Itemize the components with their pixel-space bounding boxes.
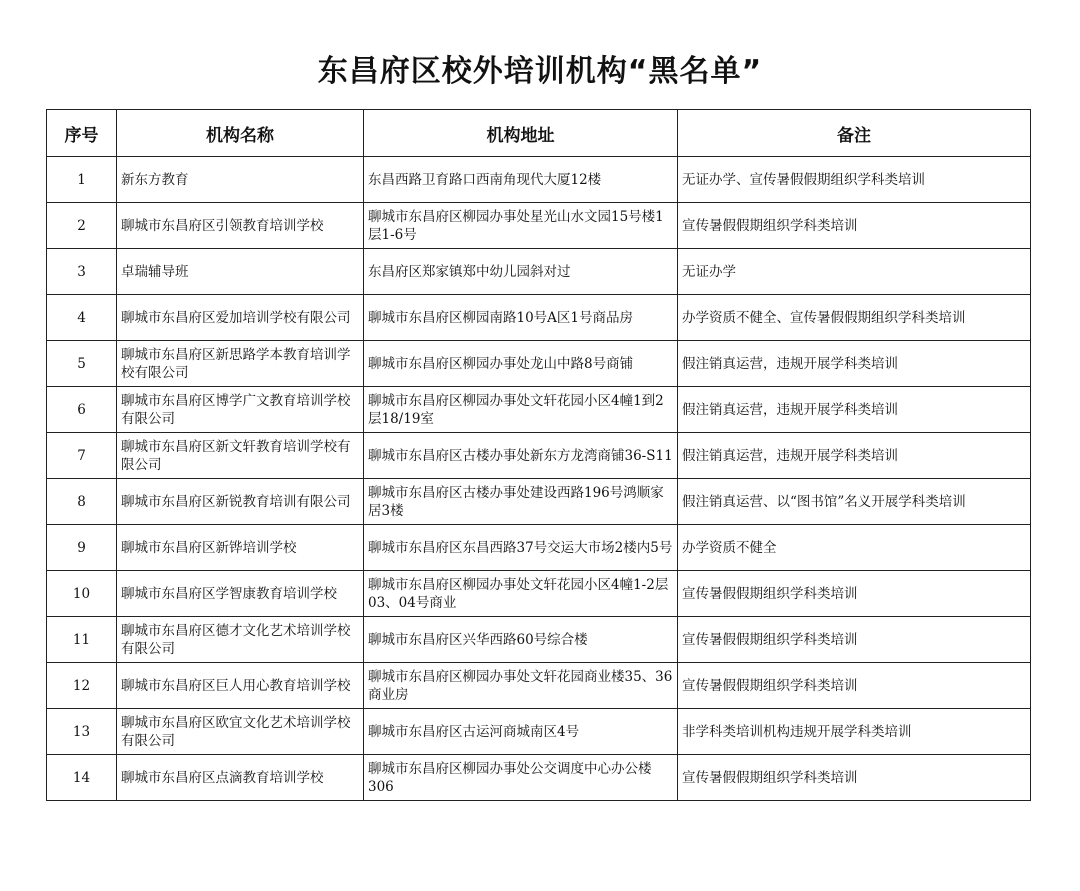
row-address: 聊城市东昌府区柳园办事处龙山中路8号商铺 (364, 341, 678, 387)
table-row (47, 295, 1031, 341)
row-name: 聊城市东昌府区爱加培训学校有限公司 (117, 295, 364, 341)
row-name: 聊城市东昌府区点滴教育培训学校 (117, 755, 364, 801)
row-note: 办学资质不健全 (678, 525, 1031, 571)
row-address: 聊城市东昌府区柳园办事处公交调度中心办公楼306 (364, 755, 678, 801)
row-index: 6 (47, 387, 117, 433)
table-row (47, 479, 1031, 525)
table-row (47, 709, 1031, 755)
blacklist-table (46, 109, 1031, 801)
table-row (47, 433, 1031, 479)
row-name: 聊城市东昌府区新文轩教育培训学校有限公司 (117, 433, 364, 479)
row-address: 聊城市东昌府区古楼办事处新东方龙湾商铺36-S11 (364, 433, 678, 479)
row-note: 无证办学 (678, 249, 1031, 295)
row-name: 聊城市东昌府区德才文化艺术培训学校有限公司 (117, 617, 364, 663)
header-note: 备注 (678, 110, 1031, 157)
document-title: 东昌府区校外培训机构“黑名单” (317, 54, 763, 89)
row-address: 东昌西路卫育路口西南角现代大厦12楼 (364, 157, 678, 203)
row-name: 聊城市东昌府区新铧培训学校 (117, 525, 364, 571)
row-note: 无证办学、宣传暑假假期组织学科类培训 (678, 157, 1031, 203)
row-name: 聊城市东昌府区欧宜文化艺术培训学校有限公司 (117, 709, 364, 755)
table-row (47, 755, 1031, 801)
table-row (47, 249, 1031, 295)
table-row (47, 203, 1031, 249)
row-name: 聊城市东昌府区巨人用心教育培训学校 (117, 663, 364, 709)
row-name: 聊城市东昌府区学智康教育培训学校 (117, 571, 364, 617)
table-row (47, 571, 1031, 617)
row-address: 聊城市东昌府区兴华西路60号综合楼 (364, 617, 678, 663)
row-note: 办学资质不健全、宣传暑假假期组织学科类培训 (678, 295, 1031, 341)
table-row (47, 525, 1031, 571)
table-row (47, 663, 1031, 709)
row-address: 聊城市东昌府区古运河商城南区4号 (364, 709, 678, 755)
row-name: 卓瑞辅导班 (117, 249, 364, 295)
header-index: 序号 (47, 110, 117, 157)
row-note: 假注销真运营、以“图书馆”名义开展学科类培训 (678, 479, 1031, 525)
row-name: 新东方教育 (117, 157, 364, 203)
row-name: 聊城市东昌府区博学广文教育培训学校有限公司 (117, 387, 364, 433)
row-note: 假注销真运营，违规开展学科类培训 (678, 341, 1031, 387)
row-index: 10 (47, 571, 117, 617)
row-index: 3 (47, 249, 117, 295)
row-index: 7 (47, 433, 117, 479)
row-address: 聊城市东昌府区柳园办事处文轩花园小区4幢1-2层03、04号商业 (364, 571, 678, 617)
row-index: 12 (47, 663, 117, 709)
row-address: 聊城市东昌府区古楼办事处建设西路196号鸿顺家居3楼 (364, 479, 678, 525)
header-address: 机构地址 (364, 110, 678, 157)
row-note: 假注销真运营，违规开展学科类培训 (678, 387, 1031, 433)
row-index: 11 (47, 617, 117, 663)
row-index: 1 (47, 157, 117, 203)
row-address: 聊城市东昌府区柳园办事处文轩花园商业楼35、36商业房 (364, 663, 678, 709)
row-note: 宣传暑假假期组织学科类培训 (678, 203, 1031, 249)
row-note: 非学科类培训机构违规开展学科类培训 (678, 709, 1031, 755)
table-header-row (47, 110, 1031, 157)
row-name: 聊城市东昌府区新锐教育培训有限公司 (117, 479, 364, 525)
table-row (47, 341, 1031, 387)
row-address: 聊城市东昌府区东昌西路37号交运大市场2楼内5号 (364, 525, 678, 571)
row-index: 13 (47, 709, 117, 755)
row-address: 聊城市东昌府区柳园办事处星光山水文园15号楼1层1-6号 (364, 203, 678, 249)
row-note: 宣传暑假假期组织学科类培训 (678, 755, 1031, 801)
header-name: 机构名称 (117, 110, 364, 157)
row-address: 东昌府区郑家镇郑中幼儿园斜对过 (364, 249, 678, 295)
row-note: 假注销真运营，违规开展学科类培训 (678, 433, 1031, 479)
row-name: 聊城市东昌府区引领教育培训学校 (117, 203, 364, 249)
row-index: 9 (47, 525, 117, 571)
table-row (47, 157, 1031, 203)
row-name: 聊城市东昌府区新思路学本教育培训学校有限公司 (117, 341, 364, 387)
row-index: 5 (47, 341, 117, 387)
row-index: 14 (47, 755, 117, 801)
table-row (47, 387, 1031, 433)
row-note: 宣传暑假假期组织学科类培训 (678, 571, 1031, 617)
row-address: 聊城市东昌府区柳园南路10号A区1号商品房 (364, 295, 678, 341)
row-index: 8 (47, 479, 117, 525)
table-row (47, 617, 1031, 663)
row-note: 宣传暑假假期组织学科类培训 (678, 663, 1031, 709)
row-note: 宣传暑假假期组织学科类培训 (678, 617, 1031, 663)
row-address: 聊城市东昌府区柳园办事处文轩花园小区4幢1到2层18/19室 (364, 387, 678, 433)
row-index: 4 (47, 295, 117, 341)
row-index: 2 (47, 203, 117, 249)
